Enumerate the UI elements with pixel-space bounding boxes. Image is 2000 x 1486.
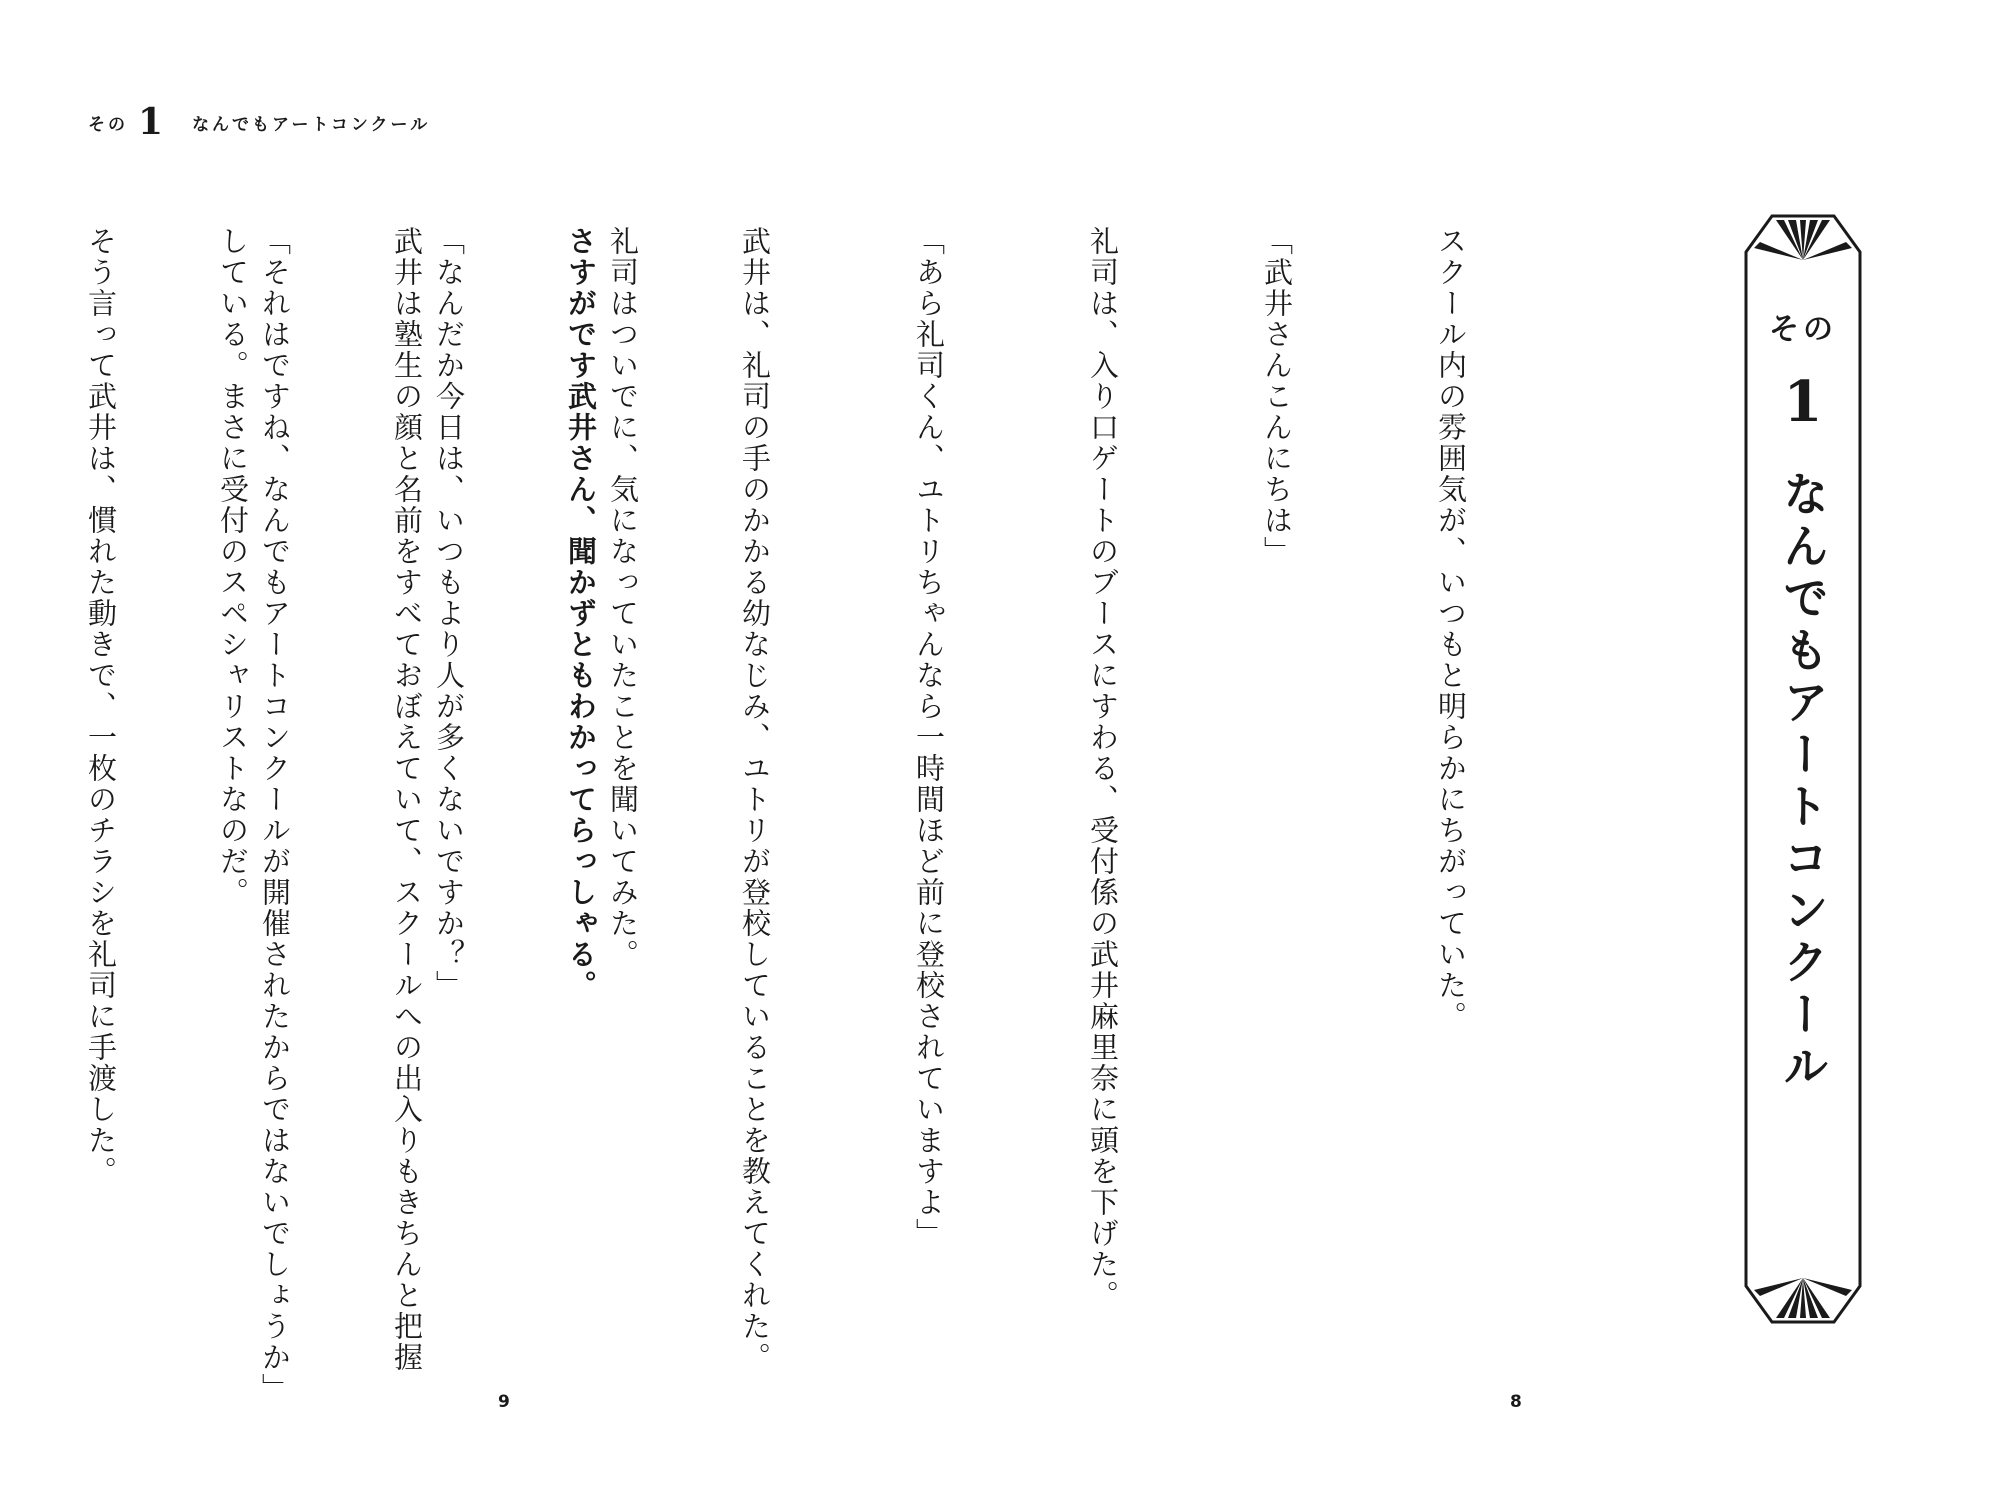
text-line: 武井は塾生の顔と名前をすべておぼえていて、スクールへの出入りもきちんと把握 [390,226,424,1373]
banner-number: 1 [1783,369,1823,435]
text-line: 「武井さんこんにちは」 [1260,226,1294,567]
running-header [88,102,430,142]
text-line: 礼司は、入り口ゲートのブースにすわる、受付係の武井麻里奈に頭を下げた。 [1086,226,1120,1311]
running-header-title: なんでもアートコンクール [192,114,431,135]
text-line: している。まさに受付のスペシャリストなのだ。 [216,226,250,908]
text-line: スクール内の雰囲気が、いつもと明らかにちがっていた。 [1434,226,1468,1032]
text-line: 「なんだか今日は、いつもより人が多くないですか？」 [432,226,466,1001]
chapter-banner [1742,212,1864,1326]
text-line: さすがです武井さん、聞かずともわかってらっしゃる。 [564,226,598,1001]
text-line: 礼司はついでに、気になっていたことを聞いてみた。 [606,226,640,970]
text-line: そう言って武井は、慣れた動きで、一枚のチラシを礼司に手渡した。 [84,226,118,1187]
running-header-number: 1 [138,101,167,143]
right-page-body [88,226,1596,1404]
page-number: 9 [498,1392,510,1412]
text-line: 「あら礼司くん、ユトリちゃんなら一時間ほど前に登校されていますよ」 [912,226,946,1249]
banner-content [1742,292,1864,1192]
banner-prefix: その [1769,312,1837,347]
text-line: 武井は、礼司の手のかかる幼なじみ、ユトリが登校していることを教えてくれた。 [738,226,772,1373]
text-line: 「それはですね、なんでもアートコンクールが開催されたからではないでしょうか」 [258,226,292,1404]
running-header-prefix: その [88,114,128,135]
chapter-title: なんでもアートコンクール [1776,470,1830,1094]
page-number: 8 [1510,1392,1522,1412]
